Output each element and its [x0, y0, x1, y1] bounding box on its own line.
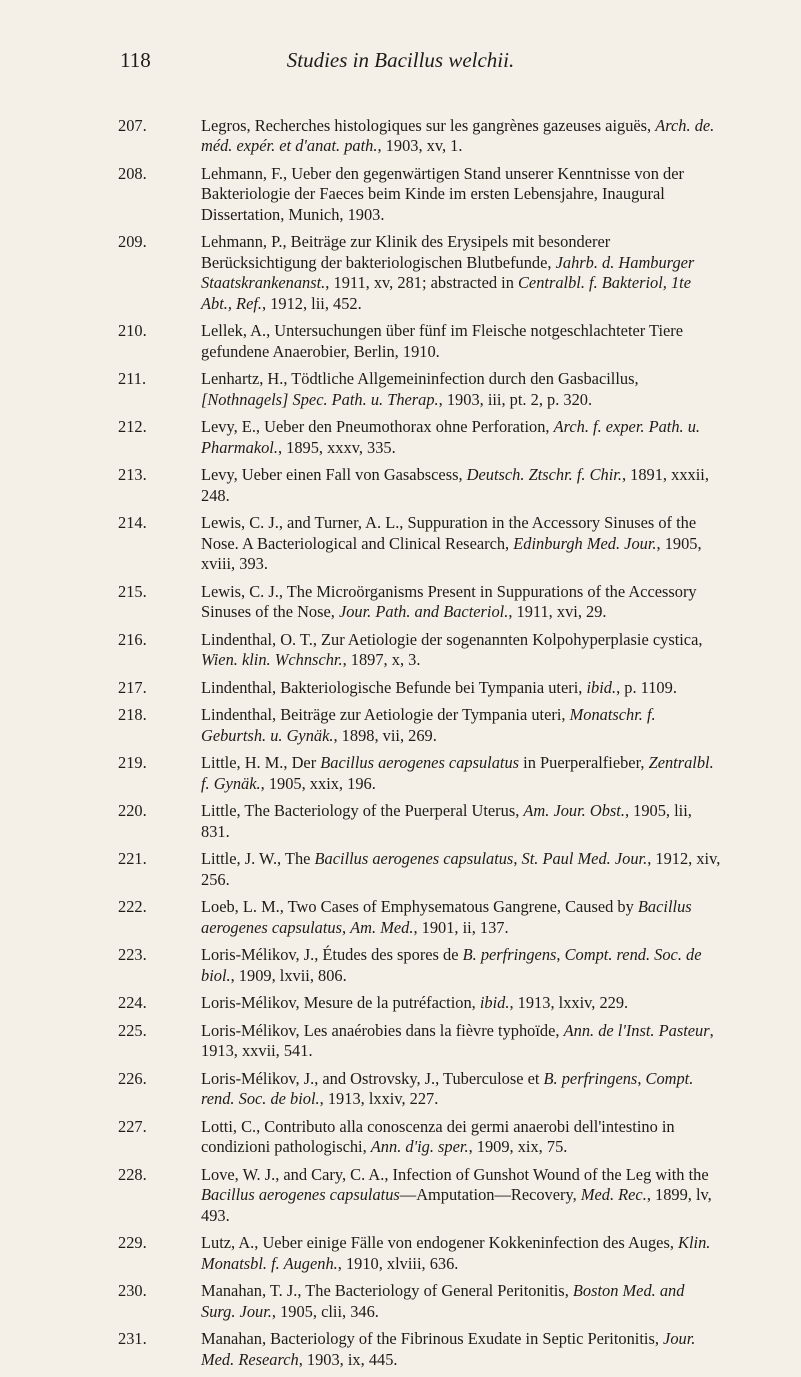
citation-segment: Manahan, T. J., The Bacteriology of General Peritonitis, [201, 1281, 573, 1301]
citation-segment: —Amputation—Recovery, [399, 1185, 581, 1205]
citation-italic-segment: Jour. Path. and Bacteriol. [338, 602, 509, 622]
reference-entry [0, 1329, 721, 1370]
reference-citation [201, 753, 714, 792]
reference-number: 212. [118, 417, 147, 437]
reference-number: 213. [118, 465, 147, 485]
reference-entry [0, 1021, 721, 1062]
citation-segment: , 1895, xxxv, 335. [277, 437, 396, 457]
citation-segment: Little, J. W., The [201, 849, 315, 869]
reference-citation [201, 801, 692, 840]
citation-italic-segment: Centralbl. f. Bakteriol, 1te Abt., Ref. [201, 273, 691, 313]
reference-number: 231. [118, 1329, 147, 1349]
reference-entry [0, 993, 721, 1013]
citation-segment: , p. 1109. [616, 677, 677, 697]
reference-number: 229. [118, 1233, 147, 1253]
reference-entry [0, 897, 721, 938]
citation-italic-segment: Compt. rend. Soc. de biol. [201, 1068, 694, 1109]
citation-segment: Lotti, C., Contributo alla conoscenza dei germi anaerobi dell'intestino in condizioni pathologischi, [201, 1116, 675, 1157]
reference-number: 217. [118, 677, 147, 697]
reference-entry [0, 232, 721, 314]
page-number: 118 [120, 48, 151, 72]
citation-italic-segment: ibid. [586, 677, 617, 697]
reference-number: 220. [118, 801, 147, 821]
citation-italic-segment: Am. Med. [350, 917, 414, 937]
reference-entry [0, 705, 721, 746]
citation-segment: , 1912, lii, 452. [262, 293, 362, 313]
citation-segment: , 1903, iii, pt. 2, p. 320. [438, 389, 593, 409]
citation-segment: Little, H. M., Der [201, 753, 321, 773]
running-title: Studies in Bacillus welchii. [286, 48, 515, 72]
citation-segment: Loris-Mélikov, J., and Ostrovsky, J., Tuberculose et [201, 1068, 544, 1088]
citation-segment: Lewis, C. J., and Turner, A. L., Suppuration in the Accessory Sinuses of the Nose. A Bacteriological and Clinical Research, [201, 513, 697, 553]
reference-entry [0, 753, 721, 794]
citation-segment: Lindenthal, Bakteriologische Befunde bei Tympania uteri, [201, 677, 587, 697]
citation-italic-segment: Deutsch. Ztschr. f. Chir. [466, 465, 622, 485]
citation-segment: , 1891, xxxii, 248. [201, 465, 709, 505]
reference-number: 219. [118, 753, 147, 773]
citation-segment: Lewis, C. J., The Microörganisms Present in Suppurations of the Accessory Sinuses of the Nose, [201, 581, 697, 622]
citation-italic-segment: Wien. klin. Wchnschr. [201, 650, 343, 670]
reference-entry [0, 417, 721, 458]
reference-citation [201, 513, 702, 573]
citation-segment: , 1905, lii, 831. [201, 801, 692, 841]
reference-entry [0, 369, 721, 410]
reference-citation [201, 1069, 693, 1108]
citation-segment: Lellek, A., Untersuchungen über fünf im Fleische notgeschlachteter Tiere gefundene Anaerobier, Berlin, 1910. [201, 321, 684, 361]
reference-entry [0, 513, 721, 574]
citation-segment: Lenhartz, H., Tödtliche Allgemeininfection durch den Gasbacillus, [201, 369, 639, 389]
reference-number: 227. [118, 1116, 147, 1136]
reference-entry [0, 116, 721, 157]
reference-number: 225. [118, 1020, 147, 1040]
reference-number: 218. [118, 705, 147, 725]
citation-segment: , 1909, lxvii, 806. [230, 965, 347, 985]
citation-segment: , 1898, vii, 269. [333, 725, 437, 745]
citation-segment: , 1905, xxix, 196. [260, 773, 376, 793]
citation-segment: , 1913, xxvii, 541. [201, 1020, 714, 1061]
citation-segment: , 1903, ix, 445. [298, 1349, 398, 1369]
reference-number: 209. [118, 232, 147, 252]
citation-italic-segment: Klin. Monatsbl. f. Augenh. [201, 1233, 711, 1273]
citation-segment: Lehmann, P., Beiträge zur Klinik des Erysipels mit besonderer Berücksichtigung der bakteriologischen Blutbefunde, [201, 232, 611, 272]
citation-segment: Lindenthal, Beiträge zur Aetiologie der Tympania uteri, [201, 705, 570, 725]
reference-citation [201, 116, 714, 155]
reference-number: 208. [118, 164, 147, 183]
citation-segment: Loris-Mélikov, Les anaérobies dans la fièvre typhoïde, [201, 1020, 564, 1040]
citation-italic-segment: Ann. de l'Inst. Pasteur [563, 1020, 710, 1040]
reference-citation [201, 164, 684, 224]
reference-citation [201, 1117, 675, 1156]
reference-number: 222. [118, 897, 147, 917]
citation-segment: Lutz, A., Ueber einige Fälle von endogener Kokkeninfection des Auges, [201, 1233, 679, 1253]
citation-italic-segment: B. perfringens [543, 1068, 638, 1088]
citation-italic-segment: Bacillus aerogenes capsulatus [201, 1185, 400, 1205]
citation-italic-segment: B. perfringens [462, 945, 557, 965]
citation-italic-segment: Med. Rec. [580, 1185, 647, 1205]
reference-citation [201, 678, 677, 697]
reference-number: 215. [118, 581, 147, 601]
citation-segment: in Puerperalfieber, [519, 753, 649, 773]
citation-segment: Lindenthal, O. T., Zur Aetiologie der sogenannten Kolpohyperplasie cystica, [201, 629, 703, 649]
reference-entry [0, 1069, 721, 1110]
reference-citation [201, 582, 697, 621]
reference-entry [0, 164, 721, 225]
citation-segment: , 1901, ii, 137. [413, 917, 509, 937]
reference-citation [201, 1329, 695, 1368]
reference-entry [0, 1281, 721, 1322]
citation-italic-segment: Ann. d'ig. sper. [370, 1137, 469, 1157]
citation-italic-segment: Am. Jour. Obst. [523, 801, 625, 821]
citation-segment: , 1910, xlviii, 636. [337, 1253, 459, 1273]
citation-segment: Loris-Mélikov, Mesure de la putréfaction, [201, 993, 480, 1013]
citation-italic-segment: Bacillus aerogenes capsulatus [320, 753, 520, 773]
citation-segment: Little, The Bacteriology of the Puerperal Uterus, [201, 801, 524, 821]
reference-citation [201, 1021, 714, 1060]
citation-segment: , 1905, clii, 346. [271, 1301, 379, 1321]
citation-segment: , [637, 1068, 646, 1088]
citation-italic-segment: ibid. [479, 993, 510, 1013]
reference-number: 210. [118, 321, 147, 341]
reference-citation [201, 232, 694, 312]
reference-entry [0, 1165, 721, 1226]
reference-citation [201, 897, 692, 936]
citation-italic-segment: Arch. f. exper. Path. u. Pharmakol. [201, 417, 701, 457]
citation-segment: , [556, 945, 565, 965]
reference-entry [0, 801, 721, 842]
citation-segment: Loris-Mélikov, J., Études des spores de [201, 945, 463, 965]
reference-citation [201, 1281, 684, 1320]
citation-segment: Manahan, Bacteriology of the Fibrinous Exudate in Septic Peritonitis, [201, 1329, 664, 1349]
reference-number: 230. [118, 1281, 147, 1301]
citation-italic-segment: Edinburgh Med. Jour. [513, 533, 657, 553]
reference-entry [0, 849, 721, 890]
reference-entry [0, 678, 721, 698]
reference-citation [201, 465, 709, 504]
citation-italic-segment: Compt. rend. Soc. de biol. [201, 945, 702, 985]
citation-segment: , 1913, lxxiv, 229. [509, 993, 629, 1013]
reference-number: 216. [118, 629, 147, 649]
citation-segment: , 1903, xv, 1. [377, 136, 463, 156]
citation-italic-segment: Bacillus aerogenes capsulatus [314, 849, 514, 869]
reference-citation [201, 417, 700, 456]
citation-italic-segment: Arch. de. méd. expér. et d'anat. path. [201, 116, 715, 156]
citation-segment: Levy, E., Ueber den Pneumothorax ohne Perforation, [201, 417, 554, 437]
reference-citation [201, 1165, 712, 1225]
reference-citation [201, 630, 702, 669]
reference-number: 224. [118, 993, 147, 1013]
reference-entry [0, 582, 721, 623]
citation-segment: , 1912, xiv, 256. [201, 849, 721, 889]
reference-number: 228. [118, 1164, 147, 1184]
citation-segment: Lehmann, F., Ueber den gegenwärtigen Stand unserer Kenntnisse von der Bakteriologie der Faeces beim Kinde im ersten Lebensjahre, Inaugural Dissertation, Munich, 1903. [201, 164, 684, 224]
reference-entry [0, 1233, 721, 1274]
reference-citation [201, 849, 720, 888]
reference-number: 211. [118, 369, 147, 389]
reference-list [0, 116, 801, 1377]
citation-segment: Levy, Ueber einen Fall von Gasabscess, [201, 465, 467, 485]
page-header [0, 48, 801, 78]
citation-italic-segment: Boston Med. and Surg. Jour. [201, 1281, 685, 1321]
citation-segment: , 1913, lxxiv, 227. [319, 1089, 439, 1109]
citation-italic-segment: Jahrb. d. Hamburger Staatskrankenanst. [201, 252, 695, 293]
reference-number: 207. [118, 116, 147, 135]
reference-citation [201, 369, 639, 408]
citation-segment: Love, W. J., and Cary, C. A., Infection of Gunshot Wound of the Leg with the [201, 1164, 709, 1184]
citation-italic-segment: St. Paul Med. Jour. [521, 849, 648, 869]
citation-italic-segment: Zentralbl. f. Gynäk. [201, 753, 714, 793]
citation-segment: Legros, Recherches histologiques sur les gangrènes gazeuses aiguës, [201, 116, 656, 135]
citation-italic-segment: Bacillus aerogenes capsulatus [201, 897, 692, 937]
citation-segment: , [341, 917, 351, 937]
citation-segment: , 1911, xv, 281; abstracted in [325, 273, 518, 293]
citation-segment: , 1897, x, 3. [342, 650, 421, 670]
reference-number: 214. [118, 513, 147, 533]
reference-citation [201, 1233, 710, 1272]
reference-citation [201, 945, 701, 984]
reference-entry [0, 321, 721, 362]
citation-segment: Loeb, L. M., Two Cases of Emphysematous Gangrene, Caused by [201, 897, 638, 917]
reference-number: 226. [118, 1068, 147, 1088]
citation-segment: , 1909, xix, 75. [468, 1137, 568, 1157]
reference-number: 223. [118, 945, 147, 965]
reference-entry [0, 945, 721, 986]
reference-citation [201, 993, 628, 1012]
citation-segment: , 1899, lv, 493. [201, 1185, 712, 1225]
reference-entry [0, 465, 721, 506]
reference-number: 221. [118, 849, 147, 869]
reference-citation [201, 321, 683, 360]
reference-entry [0, 630, 721, 671]
citation-italic-segment: [Nothnagels] Spec. Path. u. Therap. [201, 389, 439, 409]
citation-italic-segment: Monatschr. f. Geburtsh. u. Gynäk. [201, 705, 656, 745]
reference-entry [0, 1117, 721, 1158]
reference-citation [201, 705, 656, 744]
citation-italic-segment: Jour. Med. Research [201, 1329, 696, 1369]
citation-segment: , 1911, xvi, 29. [508, 602, 607, 622]
citation-segment: , 1905, xviii, 393. [201, 533, 702, 574]
citation-segment: , [513, 849, 522, 869]
